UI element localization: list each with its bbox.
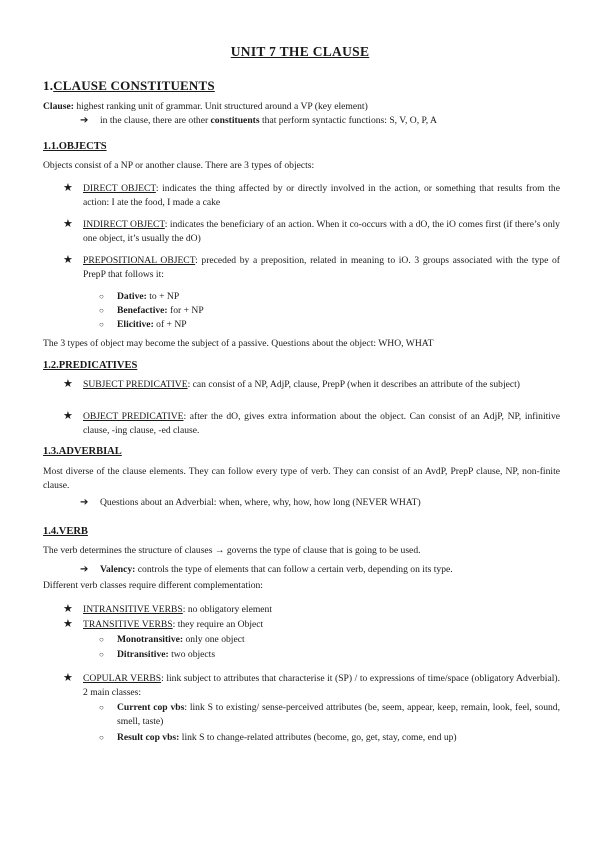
sub-item-body bbox=[117, 701, 560, 729]
list-item-body bbox=[83, 603, 560, 617]
list-item-body bbox=[83, 672, 560, 700]
clause-label: Clause: bbox=[43, 101, 74, 112]
list-item-body bbox=[83, 378, 560, 392]
heading-adverbial: 1.3.ADVERBIAL bbox=[43, 446, 122, 457]
arrow-item-text: Questions about an Adverbial: when, where, why, how, how long (NEVER WHAT) bbox=[100, 497, 421, 508]
definition-text: : they require an Object bbox=[172, 619, 264, 630]
star-icon: ★ bbox=[63, 410, 73, 422]
definition-text: : indicates the thing affected by or directly involved in the action, or something that results from the action: I ate the food, I made a cake bbox=[83, 183, 560, 208]
circle-bullet-icon: ○ bbox=[99, 306, 104, 315]
sub-item-label: Current cop vbs bbox=[117, 702, 185, 713]
definition-text: : preceded by a preposition, related in meaning to iO. 3 groups associated with the type of PrepP that follows it: bbox=[83, 255, 560, 280]
star-icon: ★ bbox=[63, 182, 73, 194]
sub-item-label: Ditransitive: bbox=[117, 649, 169, 660]
sub-item-text: : link S to existing/ sense-perceived attributes (be, seem, appear, keep, remain, look, feel, sound, smell, taste) bbox=[117, 702, 560, 727]
heading-objects: 1.1.OBJECTS bbox=[43, 141, 107, 152]
objects-intro: Objects consist of a NP or another clause. There are 3 types of objects: bbox=[43, 160, 315, 171]
circle-bullet-icon: ○ bbox=[99, 292, 104, 301]
list-item-body bbox=[83, 410, 560, 438]
section-heading-text: CLAUSE CONSTITUENTS bbox=[53, 78, 215, 93]
circle-bullet-icon: ○ bbox=[99, 650, 104, 659]
adverbial-text: Most diverse of the clause elements. They can follow every type of verb. They can consist of an AvdP, PrepP clause, NP, non-finite clause. bbox=[43, 466, 560, 491]
page-title: UNIT 7 THE CLAUSE bbox=[230, 44, 370, 59]
clause-definition-text: highest ranking unit of grammar. Unit structured around a VP (key element) bbox=[73, 101, 368, 112]
verb-classes-intro: Different verb classes require different complementation: bbox=[43, 580, 263, 591]
sub-item-text: of + NP bbox=[153, 319, 187, 330]
text-part: in the clause, there are other bbox=[100, 115, 211, 126]
sub-item-body bbox=[117, 318, 560, 332]
term-object-predicative: OBJECT PREDICATIVE bbox=[83, 411, 184, 422]
circle-bullet-icon: ○ bbox=[99, 733, 104, 742]
sub-item-body bbox=[117, 290, 560, 304]
heading-predicatives: 1.2.PREDICATIVES bbox=[43, 360, 138, 371]
term-prepositional-object: PREPOSITIONAL OBJECT bbox=[83, 255, 196, 266]
term-intransitive-verbs: INTRANSITIVE VERBS bbox=[83, 604, 183, 615]
sub-item-label: Monotransitive: bbox=[117, 634, 184, 645]
list-item-body bbox=[83, 182, 560, 210]
sub-item-text: only one object bbox=[183, 634, 245, 645]
circle-bullet-icon: ○ bbox=[99, 635, 104, 644]
sub-item-body bbox=[117, 633, 560, 647]
sub-item-label: Elicitive: bbox=[117, 319, 154, 330]
clause-definition bbox=[43, 100, 560, 114]
text-part: that perform syntactic functions: S, V, O, P, A bbox=[259, 115, 437, 126]
section-number: 1. bbox=[43, 78, 54, 93]
term-copular-verbs: COPULAR VERBS bbox=[83, 673, 162, 684]
sub-item-body bbox=[117, 304, 560, 318]
sub-item-body bbox=[117, 731, 560, 745]
definition-text: : no obligatory element bbox=[182, 604, 273, 615]
arrow-icon: ➔ bbox=[80, 115, 89, 126]
sub-item-label: Benefactive: bbox=[117, 305, 168, 316]
star-icon: ★ bbox=[63, 618, 73, 630]
star-icon: ★ bbox=[63, 603, 73, 615]
heading-verb: 1.4.VERB bbox=[43, 526, 88, 537]
definition-text: : can consist of a NP, AdjP, clause, PrepP (when it describes an attribute of the subject) bbox=[187, 379, 520, 390]
sub-item-label: Dative: bbox=[117, 291, 147, 302]
star-icon: ★ bbox=[63, 672, 73, 684]
list-item-body bbox=[83, 218, 560, 246]
definition-text: : link subject to attributes that characterise it (SP) / to expressions of time/space (obligatory Adverbial). 2 main classes: bbox=[83, 673, 560, 698]
circle-bullet-icon: ○ bbox=[99, 703, 104, 712]
star-icon: ★ bbox=[63, 254, 73, 266]
list-item-body bbox=[83, 618, 560, 632]
verb-intro: The verb determines the structure of clauses → governs the type of clause that is going to be used. bbox=[43, 545, 421, 556]
term-subject-predicative: SUBJECT PREDICATIVE bbox=[83, 379, 188, 390]
sub-item-text: two objects bbox=[168, 649, 216, 660]
arrow-icon: ➔ bbox=[80, 497, 89, 508]
arrow-icon: ➔ bbox=[80, 564, 89, 575]
sub-item-text: link S to change-related attributes (become, go, get, stay, come, end up) bbox=[179, 732, 457, 743]
valency-label: Valency: bbox=[100, 564, 136, 575]
term-transitive-verbs: TRANSITIVE VERBS bbox=[83, 619, 173, 630]
constituents-term: constituents bbox=[210, 115, 260, 126]
term-direct-object: DIRECT OBJECT bbox=[83, 183, 156, 194]
valency-text: controls the type of elements that can follow a certain verb, depending on its type. bbox=[135, 564, 453, 575]
star-icon: ★ bbox=[63, 378, 73, 390]
term-indirect-object: INDIRECT OBJECT bbox=[83, 219, 165, 230]
star-icon: ★ bbox=[63, 218, 73, 230]
definition-text: : after the dO, gives extra information about the object. Can consist of an AdjP, NP, infinitive clause, -ing clause, -ed clause. bbox=[83, 411, 560, 436]
section-heading-clause-constituents bbox=[43, 78, 215, 94]
objects-closing: The 3 types of object may become the subject of a passive. Questions about the object: WHO, WHAT bbox=[43, 338, 434, 349]
sub-item-label: Result cop vbs: bbox=[117, 732, 180, 743]
list-item-body bbox=[83, 254, 560, 282]
definition-text: : indicates the beneficiary of an action. When it co-occurs with a dO, the iO comes first (if there’s only one object, it’s usually the dO) bbox=[83, 219, 560, 244]
arrow-item-text bbox=[100, 563, 453, 577]
sub-item-text: to + NP bbox=[146, 291, 180, 302]
sub-item-body bbox=[117, 648, 560, 662]
arrow-item-text bbox=[100, 114, 437, 128]
circle-bullet-icon: ○ bbox=[99, 320, 104, 329]
sub-item-text: for + NP bbox=[167, 305, 204, 316]
